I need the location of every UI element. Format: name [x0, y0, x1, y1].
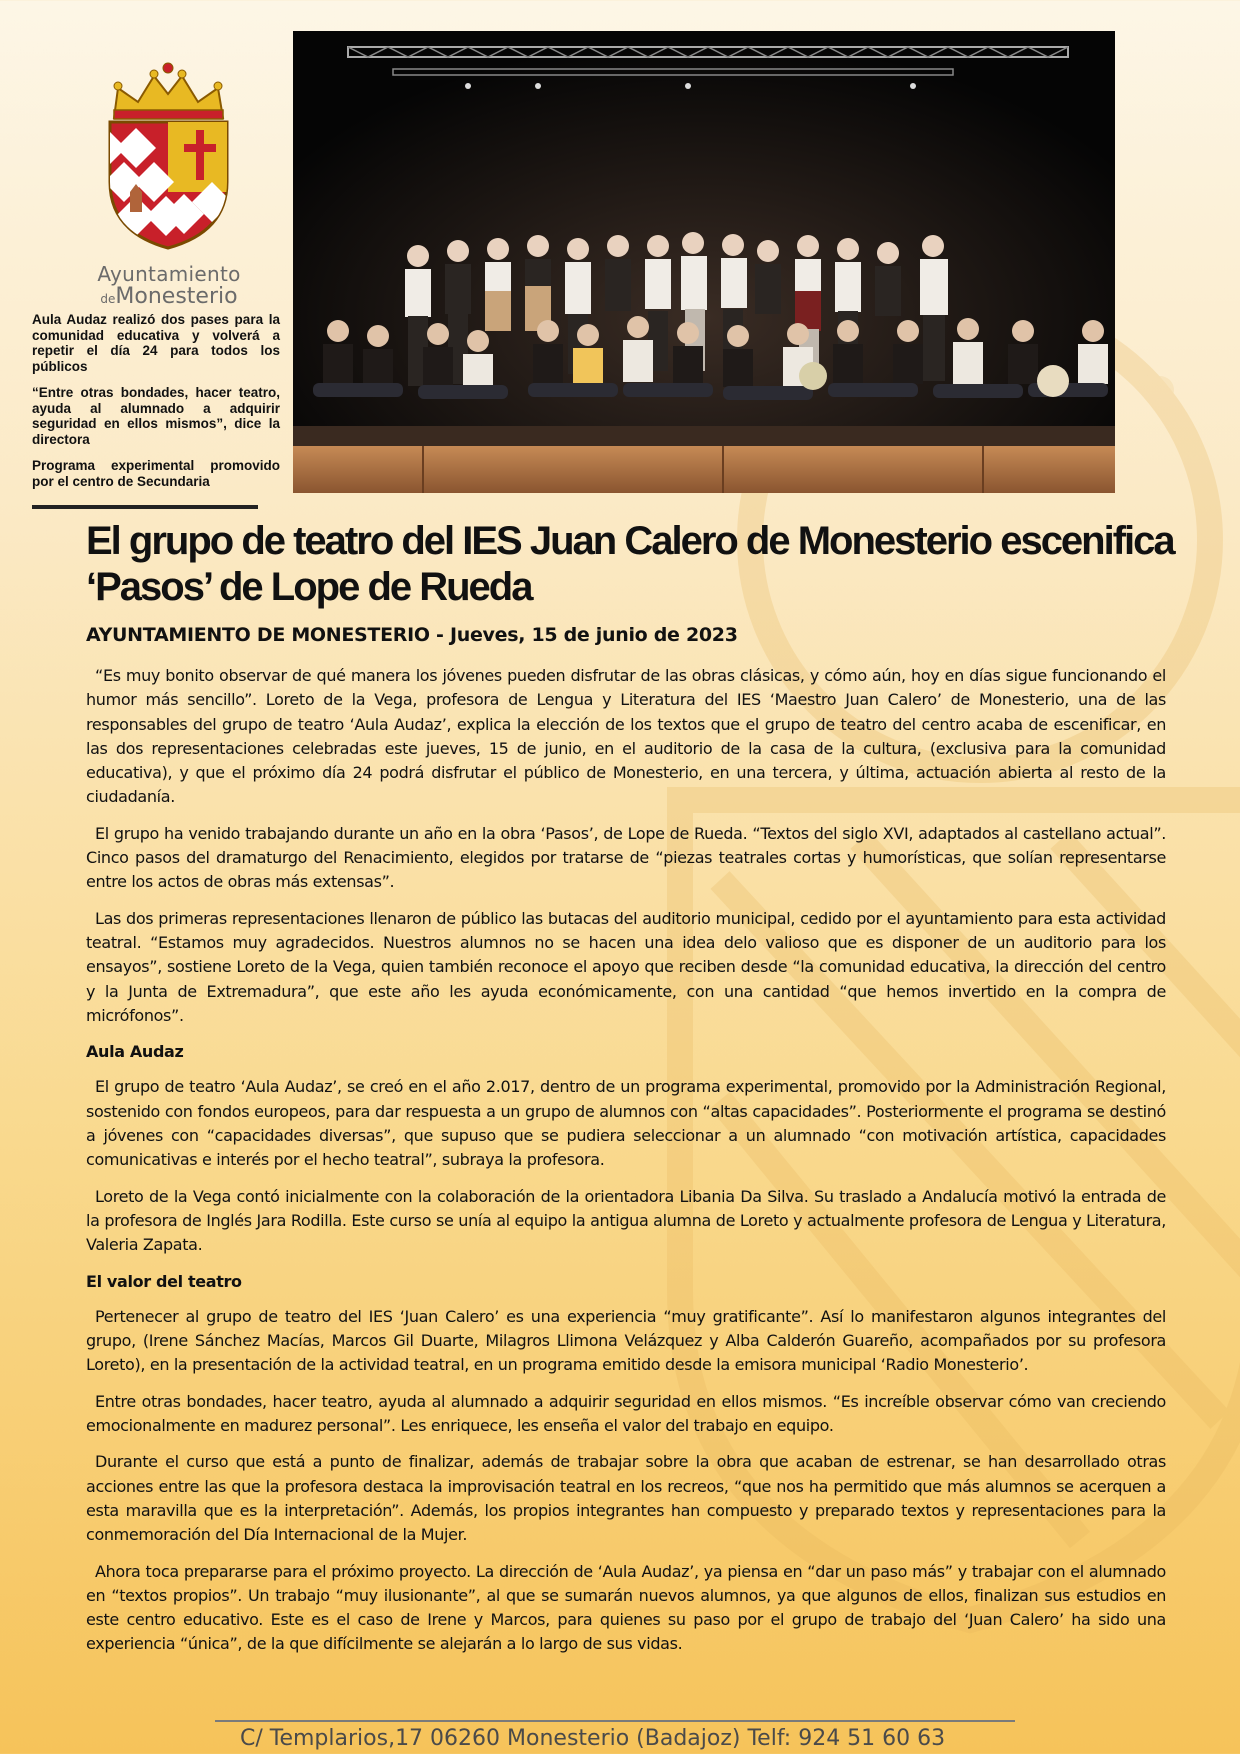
section-heading: Aula Audaz: [86, 1042, 184, 1062]
section-heading: El valor del teatro: [86, 1271, 242, 1291]
sidebar-highlight: Programa experimental promovido por el centro de Secundaria: [32, 458, 280, 489]
article-paragraph: El grupo de teatro ‘Aula Audaz’, se creó en el año 2.017, dentro de un programa experimental, promovido por la Administración Regional, sostenido con fondos europeos, para dar respuesta a un grupo de alumnos con “altas capacidades”. Posteriormente el programa se destinó a jóvenes con “capacidades diversas”, que supuso que se pudiera seleccionar a un alumnado “con motivación artística, capacidades comunicativas e interés por el hecho teatral”, subraya la profesora.: [86, 1077, 1166, 1170]
article-headline: El grupo de teatro del IES Juan Calero de Monesterio escenifica ‘Pasos’ de Lope de Rueda: [86, 519, 1174, 609]
brand-line-2-prefix: de: [100, 292, 116, 306]
article-paragraph: El grupo ha venido trabajando durante un año en la obra ‘Pasos’, de Lope de Rueda. “Textos del siglo XVI, adaptados al castellano actual”. Cinco pasos del dramaturgo del Renacimiento, elegidos por tratarse de “piezas teatrales cortas y humorísticas, que solían representarse entre los actos de obras más extensas”.: [86, 823, 1166, 892]
article-paragraph: Ahora toca prepararse para el próximo proyecto. La dirección de ‘Aula Audaz’, ya piensa en “dar un paso más” y trabajar con el alumnado en “textos propios”. Un trabajo “muy ilusionante”, al que se sumarán nuevos alumnos, ya que algunos de ellos, finalizan sus estudios en este centro educativo. Este es el caso de Irene y Marcos, para quienes su paso por el grupo de trabajo del ‘Juan Calero’ ha sido una experiencia “única”, de la que difícilmente se alejarán a lo largo de sus vidas.: [86, 1561, 1166, 1654]
footer-address: C/ Templarios,17 06260 Monesterio (Badajoz) Telf: 924 51 60 63: [240, 1726, 946, 1751]
brand-line-2-name: Monesterio: [115, 284, 238, 309]
theatre-group-photo: [293, 31, 1115, 493]
coat-of-arms-logo: [96, 62, 241, 252]
article-paragraph: Las dos primeras representaciones llenaron de público las butacas del auditorio municipal, cedido por el ayuntamiento para esta actividad teatral. “Estamos muy agradecidos. Nuestros alumnos no se hacen una idea delo valioso que es disponer de un auditorio para los ensayos”, sostiene Loreto de la Vega, quien también reconoce el apoyo que reciben desde “la comunidad educativa, la dirección del centro y la Junta de Extremadura”, que este año les ayuda económicamente, con una cantidad “que hemos invertido en la compra de micrófonos”.: [86, 908, 1166, 1025]
article-paragraph: “Es muy bonito observar de qué manera los jóvenes pueden disfrutar de las obras clásicas, y cómo aún, hoy en días sigue funcionando el humor más sencillo”. Loreto de la Vega, profesora de Lengua y Literatura del IES ‘Maestro Juan Calero’ de Monesterio, una de las responsables del grupo de teatro ‘Aula Audaz’, explica la elección de los textos que el grupo de teatro del centro acaba de escenificar, en las dos representaciones celebradas este jueves, 15 de junio, en el auditorio de la casa de la cultura, (exclusiva para la comunidad educativa), y que el próximo día 24 podrá disfrutar el público de Monesterio, en una tercera, y última, actuación abierta al resto de la ciudadanía.: [86, 666, 1166, 807]
article-paragraph: Loreto de la Vega contó inicialmente con la colaboración de la orientadora Libania Da Silva. Su traslado a Andalucía motivó la entrada de la profesora de Inglés Jara Rodilla. Este curso se unía al equipo la antigua alumna de Loreto y actualmente profesora de Lengua y Literatura, Valeria Zapata.: [86, 1186, 1166, 1255]
article-paragraph: Entre otras bondades, hacer teatro, ayuda al alumnado a adquirir seguridad en ellos mismos. “Es increíble observar cómo van creciendo emocionalmente en madurez personal”. Les enriquece, les enseña el valor del trabajo en equipo.: [86, 1391, 1166, 1436]
sidebar-highlight: Aula Audaz realizó dos pases para la comunidad educativa y volverá a repetir el día 24 para todos los públicos: [32, 312, 280, 374]
article-byline-date: AYUNTAMIENTO DE MONESTERIO - Jueves, 15 de junio de 2023: [86, 624, 738, 646]
sidebar-highlights: [32, 312, 280, 500]
brand-name: [74, 262, 264, 309]
article-paragraph: Pertenecer al grupo de teatro del IES ‘Juan Calero’ es una experiencia “muy gratificante”. Así lo manifestaron algunos integrantes del grupo, (Irene Sánchez Macías, Marcos Gil Duarte, Milagros Llimona Velázquez y Alba Calderón Guareño, acompañados por su profesora Loreto), en la presentación de la actividad teatral, en un programa emitido desde la emisora municipal ‘Radio Monesterio’.: [86, 1306, 1166, 1375]
brand-line-2: [74, 284, 264, 309]
footer-divider: [215, 1720, 1015, 1722]
sidebar-divider: [32, 505, 258, 509]
brand-line-1: Ayuntamiento: [97, 262, 241, 286]
article-paragraph: Durante el curso que está a punto de finalizar, además de trabajar sobre la obra que acaban de estrenar, se han desarrollado otras acciones entre las que la profesora destaca la improvisación teatral en los recreos, “que nos ha permitido que más alumnos se acerquen a esta maravilla que es la interpretación”. Además, los propios integrantes han compuesto y preparado textos y representaciones para la conmemoración del Día Internacional de la Mujer.: [86, 1452, 1166, 1545]
article-body: [86, 664, 1166, 1669]
sidebar-highlight: “Entre otras bondades, hacer teatro, ayuda al alumnado a adquirir seguridad en ellos mismos”, dice la directora: [32, 385, 280, 447]
